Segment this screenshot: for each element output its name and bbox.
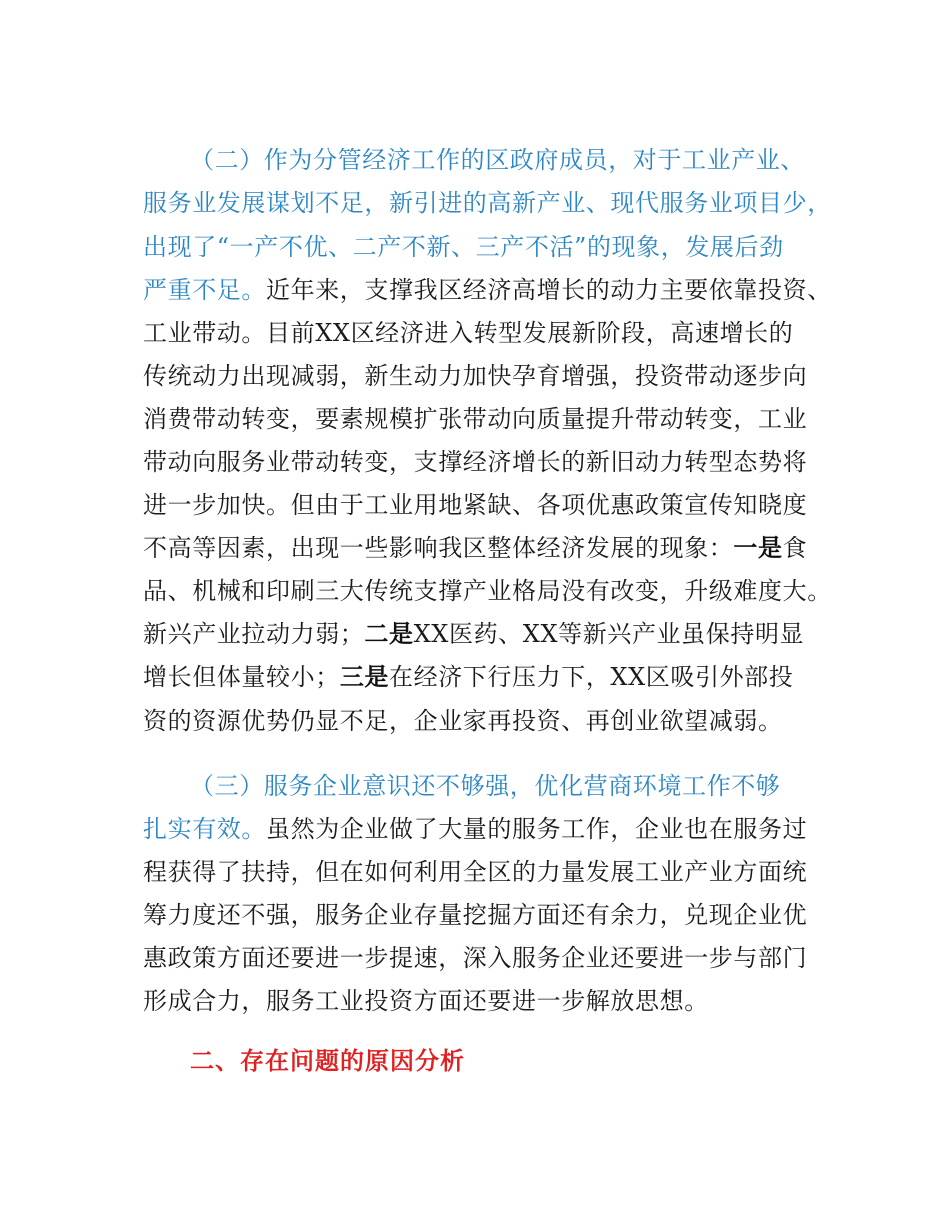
section-2-line-9: 进一步加快。但由于工业用地紧缺、各项优惠政策宣传知晓度 — [143, 491, 808, 519]
section-3-line-6: 形成合力，服务工业投资方面还要进一步解放思想。 — [143, 987, 709, 1015]
text-run: XX医药、XX等新兴产业虽保持明显 — [413, 620, 805, 648]
section-3-line-5: 惠政策方面还要进一步提速，深入服务企业还要进一步与部门 — [143, 944, 808, 972]
section-3-line-3: 程获得了扶持，但在如何利用全区的力量发展工业产业方面统 — [143, 858, 808, 886]
text-run: 食 — [782, 534, 808, 562]
section-2-line-10 — [143, 530, 807, 566]
section-2-title-end: 严重不足。 — [143, 276, 266, 304]
section-2-line-7: 消费带动转变，要素规模扩张带动向质量提升带动转变，工业 — [143, 405, 808, 433]
section-2-body-start: 近年来，支撑我区经济高增长的动力主要依靠投资、 — [266, 276, 832, 304]
section-3-line-4: 筹力度还不强，服务企业存量挖掘方面还有余力，兑现企业优 — [143, 901, 808, 929]
section-2-line-4 — [143, 272, 832, 308]
section-2-title-line-3: 出现了“一产不优、二产不新、三产不活”的现象，发展后劲 — [143, 233, 784, 261]
text-run: 增长但体量较小； — [143, 663, 340, 691]
emphasis-third: 三是 — [339, 662, 390, 691]
emphasis-second: 二是 — [364, 619, 414, 648]
section-heading-cause-analysis: 二、存在问题的原因分析 — [190, 1047, 465, 1075]
section-2-line-8: 带动向服务业带动转变，支撑经济增长的新旧动力转型态势将 — [143, 448, 808, 476]
section-2-title-line-2: 服务业发展谋划不足，新引进的高新产业、现代服务业项目少， — [143, 189, 832, 217]
section-2-line-11: 品、机械和印刷三大传统支撑产业格局没有改变，升级难度大。 — [143, 577, 832, 605]
section-3-line-2 — [143, 811, 807, 847]
section-3-title-line-1: （三）服务企业意识还不够强，优化营商环境工作不够 — [190, 772, 781, 800]
section-3-title-end: 扎实有效。 — [143, 815, 266, 843]
text-run: 在经济下行压力下，XX区吸引外部投 — [389, 663, 794, 691]
section-2-line-12 — [143, 616, 804, 652]
section-3-body-start: 虽然为企业做了大量的服务工作，企业也在服务过 — [266, 815, 808, 843]
text-run: 新兴产业拉动力弱； — [143, 620, 365, 648]
section-2-line-6: 传统动力出现减弱，新生动力加快孕育增强，投资带动逐步向 — [143, 362, 808, 390]
text-run: 不高等因素，出现一些影响我区整体经济发展的现象： — [143, 534, 734, 562]
emphasis-first: 一是 — [733, 533, 783, 562]
section-2-line-14: 资的资源优势仍显不足，企业家再投资、再创业欲望减弱。 — [143, 707, 783, 735]
section-2-title-line-1: （二）作为分管经济工作的区政府成员，对于工业产业、 — [190, 146, 805, 174]
section-2-line-13 — [143, 659, 793, 695]
section-2-line-5: 工业带动。目前XX区经济进入转型发展新阶段，高速增长的 — [143, 319, 794, 347]
